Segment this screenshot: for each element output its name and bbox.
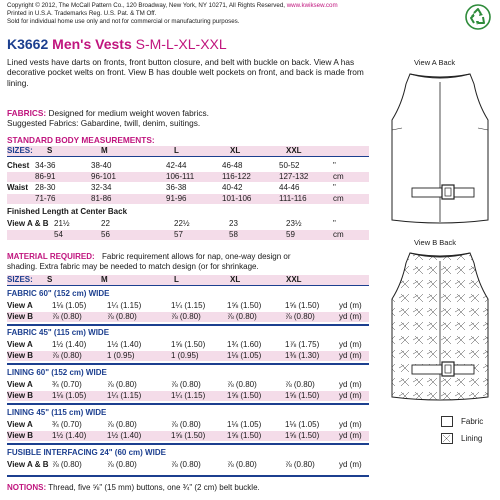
website-link[interactable]: www.kwiksew.com	[286, 2, 338, 9]
section-divider	[7, 403, 369, 405]
yardage-row: View B 1⅛ (1.05) 1¼ (1.15) 1¼ (1.15) 1⅝ (1.50) 1⅝ (1.50) yd (m)	[7, 391, 362, 400]
size-col: XL	[230, 146, 241, 155]
finished-row: 54 56 57 58 59 cm	[54, 230, 344, 239]
material-sizes-row: SIZES: S M L XL XXL	[7, 275, 302, 284]
lining-swatch	[441, 433, 453, 444]
section-title: FUSIBLE INTERFACING 24" (60 cm) WIDE	[7, 448, 166, 457]
view-a-label: View A Back	[414, 58, 456, 67]
notions-text: Thread, five ⅝" (15 mm) buttons, one ¾" (2 cm) belt buckle.	[48, 483, 260, 492]
yardage-row: View A 1⅛ (1.05) 1¼ (1.15) 1¼ (1.15) 1⅝ (1.50) 1⅝ (1.50) yd (m)	[7, 301, 362, 310]
pattern-code: K3662	[7, 36, 49, 52]
measurement-row: Chest 34-36 38-40 42-44 46-48 50-52 "	[7, 161, 336, 170]
pattern-sizes: S-M-L-XL-XXL	[135, 36, 227, 52]
yardage-row: View A 1½ (1.40) 1½ (1.40) 1⅝ (1.50) 1¾ (1.60) 1⅞ (1.75) yd (m)	[7, 340, 362, 349]
divider	[7, 285, 369, 286]
copyright-block: Copyright © 2012, The McCall Pattern Co., 120 Broadway, New York, NY 10271, All Rights Reserved, www.kwiksew.com Printed in U.S.A. Trademarks Reg. U.S. Pat. & TM Off. Sold for individual home use only and not for commercial or manufacturing purposes.	[7, 2, 407, 27]
section-divider	[7, 363, 369, 365]
fabric-swatch	[441, 416, 453, 427]
size-col: M	[101, 146, 108, 155]
section-title: FABRIC 60" (152 cm) WIDE	[7, 289, 110, 298]
measurement-row: Waist 28-30 32-34 36-38 40-42 44-46 "	[7, 183, 336, 192]
fabrics-suggested: Suggested Fabrics: Gabardine, twill, denim, suitings.	[7, 118, 201, 129]
copyright-line: Copyright © 2012, The McCall Pattern Co., 120 Broadway, New York, NY 10271, All Rights Reserved	[7, 2, 284, 9]
printed-line: Printed in U.S.A. Trademarks Reg. U.S. Pat. & TM Off.	[7, 10, 157, 18]
pattern-title	[7, 36, 227, 52]
yardage-row: View A ¾ (0.70) ⅞ (0.80) ⅞ (0.80) ⅞ (0.80) ⅞ (0.80) yd (m)	[7, 380, 362, 389]
finished-length-title: Finished Length at Center Back	[7, 207, 128, 216]
fabrics-label: FABRICS:	[7, 108, 47, 118]
section-divider	[7, 324, 369, 326]
yardage-row: View A ¾ (0.70) ⅞ (0.80) ⅞ (0.80) 1⅛ (1.05) 1⅛ (1.05) yd (m)	[7, 420, 362, 429]
section-title: LINING 45" (115 cm) WIDE	[7, 408, 107, 417]
pattern-name: Men's Vests	[52, 36, 132, 52]
measurement-row: 86-91 96-101 106-111 116-122 127-132 cm	[35, 172, 344, 181]
yardage-row: View B ⅞ (0.80) ⅞ (0.80) ⅞ (0.80) ⅞ (0.80) ⅞ (0.80) yd (m)	[7, 312, 362, 321]
measurements-title: STANDARD BODY MEASUREMENTS:	[7, 135, 155, 145]
recycle-icon	[465, 4, 491, 30]
section-divider	[7, 443, 369, 445]
view-a-back-illustration	[384, 70, 496, 232]
sizes-label: SIZES:	[7, 146, 33, 155]
section-divider	[7, 475, 369, 477]
section-title: LINING 60" (152 cm) WIDE	[7, 368, 107, 377]
material-line1: MATERIAL REQUIRED: Fabric requirement allows for nap, one-way design or	[7, 252, 291, 261]
usage-line: Sold for individual home use only and not for commercial or manufacturing purposes.	[7, 18, 240, 26]
notions-label: NOTIONS:	[7, 483, 47, 492]
measurement-row: 71-76 81-86 91-96 101-106 111-116 cm	[35, 194, 344, 203]
finished-row: View A & B 21½ 22 22½ 23 23½ "	[7, 219, 336, 228]
view-b-label: View B Back	[414, 238, 456, 247]
fabrics-block	[7, 108, 385, 129]
view-b-back-illustration	[384, 249, 496, 409]
description: Lined vests have darts on fronts, front button closure, and belt with buckle on back. View A has decorative pocket welts on front. View B has double welt pockets on front, and back is made from lining.	[7, 57, 364, 88]
fabrics-designed: Designed for medium weight woven fabrics.	[48, 108, 209, 118]
fabric-legend-label: Fabric	[461, 417, 484, 426]
size-col: L	[174, 146, 179, 155]
size-col: XXL	[286, 146, 302, 155]
measurements-sizes-row	[7, 146, 387, 156]
section-title: FABRIC 45" (115 cm) WIDE	[7, 328, 110, 337]
yardage-row: View B ⅞ (0.80) 1 (0.95) 1 (0.95) 1⅛ (1.05) 1⅜ (1.30) yd (m)	[7, 351, 362, 360]
notions-line	[7, 483, 260, 493]
size-col: S	[47, 146, 53, 155]
yardage-row: View A & B ⅞ (0.80) ⅞ (0.80) ⅞ (0.80) ⅞ (0.80) ⅞ (0.80) yd (m)	[7, 460, 362, 469]
yardage-row: View B 1½ (1.40) 1½ (1.40) 1⅝ (1.50) 1⅝ (1.50) 1⅝ (1.50) yd (m)	[7, 431, 362, 440]
divider	[7, 156, 369, 157]
material-line2: shading. Extra fabric may be needed to match design (or for shrinkage.	[7, 262, 259, 271]
lining-legend-label: Lining	[461, 434, 483, 443]
